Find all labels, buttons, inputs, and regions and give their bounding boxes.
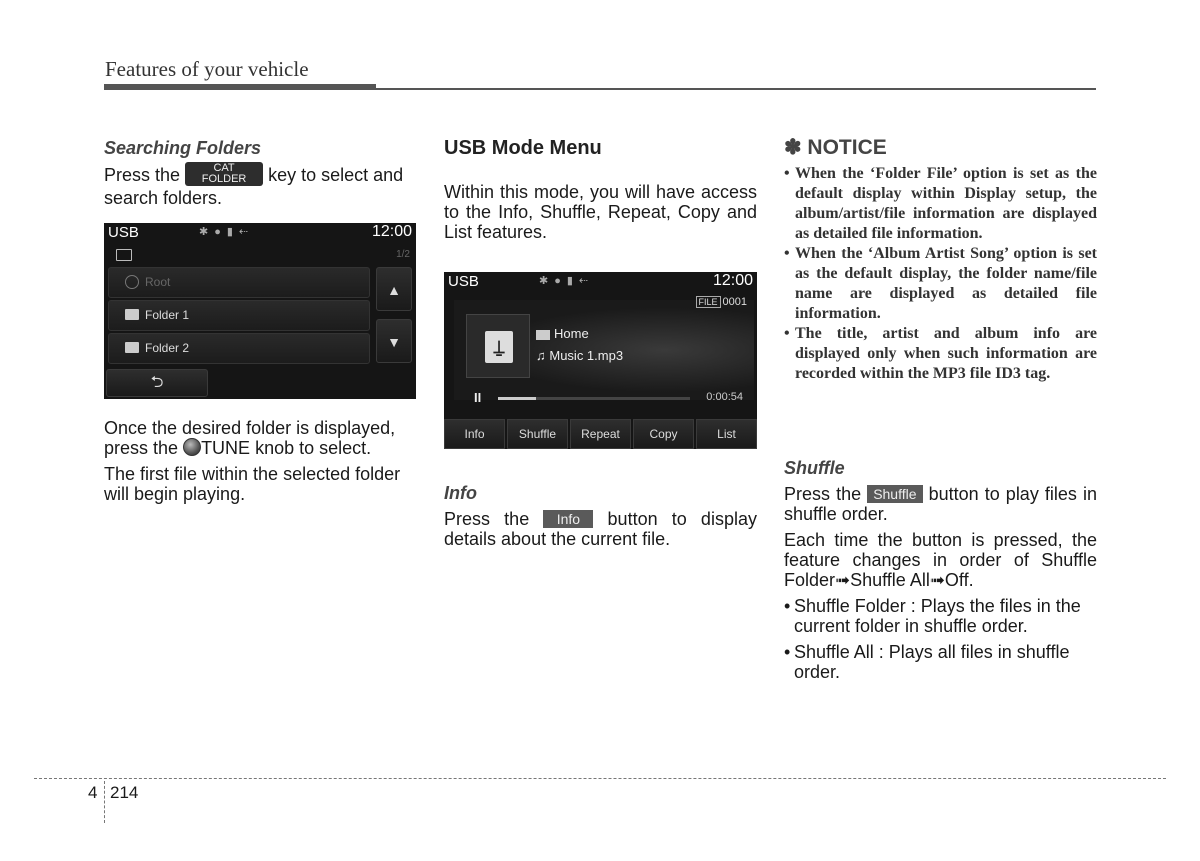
column-3-lower <box>784 458 1097 688</box>
shuffle-inline-button: Shuffle <box>867 485 922 503</box>
page-number: 214 <box>110 783 139 802</box>
text: button to display details about the current file. <box>444 509 757 550</box>
usb-icon: ⍊ <box>485 331 513 363</box>
folder-list-screen <box>104 223 416 399</box>
info-heading: Info <box>444 483 477 503</box>
notice-item: • When the ‘Folder File’ option is set as the default display within Display setup, the album/artist/file information are displayed as detailed file information. <box>784 164 1097 244</box>
pause-button[interactable]: II <box>474 390 482 405</box>
footer-divider <box>104 781 105 823</box>
list-item-label: Folder 2 <box>145 341 190 355</box>
tune-knob-icon <box>183 438 201 456</box>
list-item-label: Root <box>145 275 171 289</box>
folder-icon <box>536 330 550 340</box>
notice-item: • The title, artist and album info are displayed only when such information are recorded within the MP3 file ID3 tag. <box>784 324 1097 384</box>
page-indicator: 1/2 <box>396 249 410 260</box>
bullet-item: • Shuffle Folder : Plays the files in the current folder in shuffle order. <box>784 596 1097 636</box>
cat-folder-key-icon <box>185 162 263 186</box>
progress-bar[interactable] <box>498 397 690 400</box>
list-item[interactable] <box>108 267 370 298</box>
status-icons: ✱●▮⇠ <box>539 275 595 287</box>
notice-item: • When the ‘Album Artist Song’ option is set as the default display, the folder name/file name are displayed as detailed file information. <box>784 244 1097 324</box>
info-inline-button: Info <box>543 510 593 528</box>
list-button[interactable]: List <box>696 419 757 449</box>
status-bar <box>104 223 416 241</box>
file-label: FILE <box>696 296 721 308</box>
tune-paragraph <box>104 418 417 458</box>
shuffle-order-paragraph: Each time the button is pressed, the feature changes in order of Shuffle Folder➟Shuffle All➟Off. <box>784 530 1097 591</box>
text: Press the <box>784 484 862 504</box>
track-line <box>536 348 623 363</box>
open-folder-icon <box>116 249 132 261</box>
column-2-lower <box>444 483 757 549</box>
text: button to play files in shuffle order. <box>784 484 1097 525</box>
text: TUNE knob to select. <box>201 438 372 458</box>
file-number-value: 0001 <box>722 296 747 308</box>
progress-fill <box>498 397 536 400</box>
folder-name: Home <box>554 326 589 341</box>
file-number <box>696 296 748 308</box>
key-label-cat: CAT <box>213 162 235 174</box>
usb-playback-screen <box>444 272 757 449</box>
column-1-lower <box>104 418 417 504</box>
usb-album-art <box>466 314 530 378</box>
page-header-title: Features of your vehicle <box>105 57 309 81</box>
play-circle-icon <box>125 275 139 289</box>
status-icons: ✱●▮⇠ <box>199 226 255 238</box>
shuffle-heading: Shuffle <box>784 458 845 478</box>
shuffle-paragraph <box>784 484 1097 524</box>
column-2 <box>444 138 757 242</box>
mode-label: USB <box>448 273 479 290</box>
back-button[interactable]: ⮌ <box>106 369 208 397</box>
bullet-item: • Shuffle All : Plays all files in shuffle order. <box>784 642 1097 682</box>
footer-rule <box>34 778 1166 779</box>
usb-mode-menu-heading: USB Mode Menu <box>444 137 602 159</box>
shuffle-button[interactable]: Shuffle <box>507 419 568 449</box>
list-item[interactable] <box>108 300 370 331</box>
track-name: Music 1.mp3 <box>549 348 624 363</box>
copy-button[interactable]: Copy <box>633 419 694 449</box>
menu-buttons <box>444 419 757 449</box>
notice-list <box>784 164 1097 384</box>
column-3 <box>784 138 1097 384</box>
folder-icon <box>125 342 139 353</box>
folder-list <box>108 267 370 366</box>
column-1 <box>104 138 417 208</box>
shuffle-bullets <box>784 596 1097 682</box>
first-file-paragraph: The first file within the selected folder will begin playing. <box>104 464 401 505</box>
usb-mode-paragraph: Within this mode, you will have access to the Info, Shuffle, Repeat, Copy and List features. <box>444 182 757 242</box>
clock: 12:00 <box>371 223 412 240</box>
text: Press the <box>104 164 181 185</box>
folder-line <box>536 326 589 341</box>
text: key to select and search folders. <box>104 164 404 208</box>
mode-label: USB <box>108 224 139 241</box>
scroll-down-button[interactable]: ▼ <box>376 319 412 363</box>
key-label-folder: FOLDER <box>201 173 247 185</box>
list-item-label: Folder 1 <box>145 308 190 322</box>
list-item[interactable] <box>108 333 370 364</box>
notice-title: ✽ NOTICE <box>784 136 887 159</box>
chapter-number: 4 <box>88 783 98 802</box>
scroll-up-button[interactable]: ▲ <box>376 267 412 311</box>
searching-folders-paragraph <box>104 164 417 208</box>
searching-folders-heading: Searching Folders <box>104 138 262 158</box>
music-note-icon: ♫ <box>536 348 550 363</box>
info-paragraph <box>444 509 757 549</box>
repeat-button[interactable]: Repeat <box>570 419 631 449</box>
header-rule-thin <box>104 88 1096 90</box>
text: Once the desired folder is displayed, press the <box>104 418 396 458</box>
status-bar <box>444 272 757 290</box>
clock: 12:00 <box>712 272 753 289</box>
info-button[interactable]: Info <box>444 419 505 449</box>
text: Press the <box>444 509 530 529</box>
elapsed-time: 0:00:54 <box>706 391 743 403</box>
folder-icon <box>125 309 139 320</box>
